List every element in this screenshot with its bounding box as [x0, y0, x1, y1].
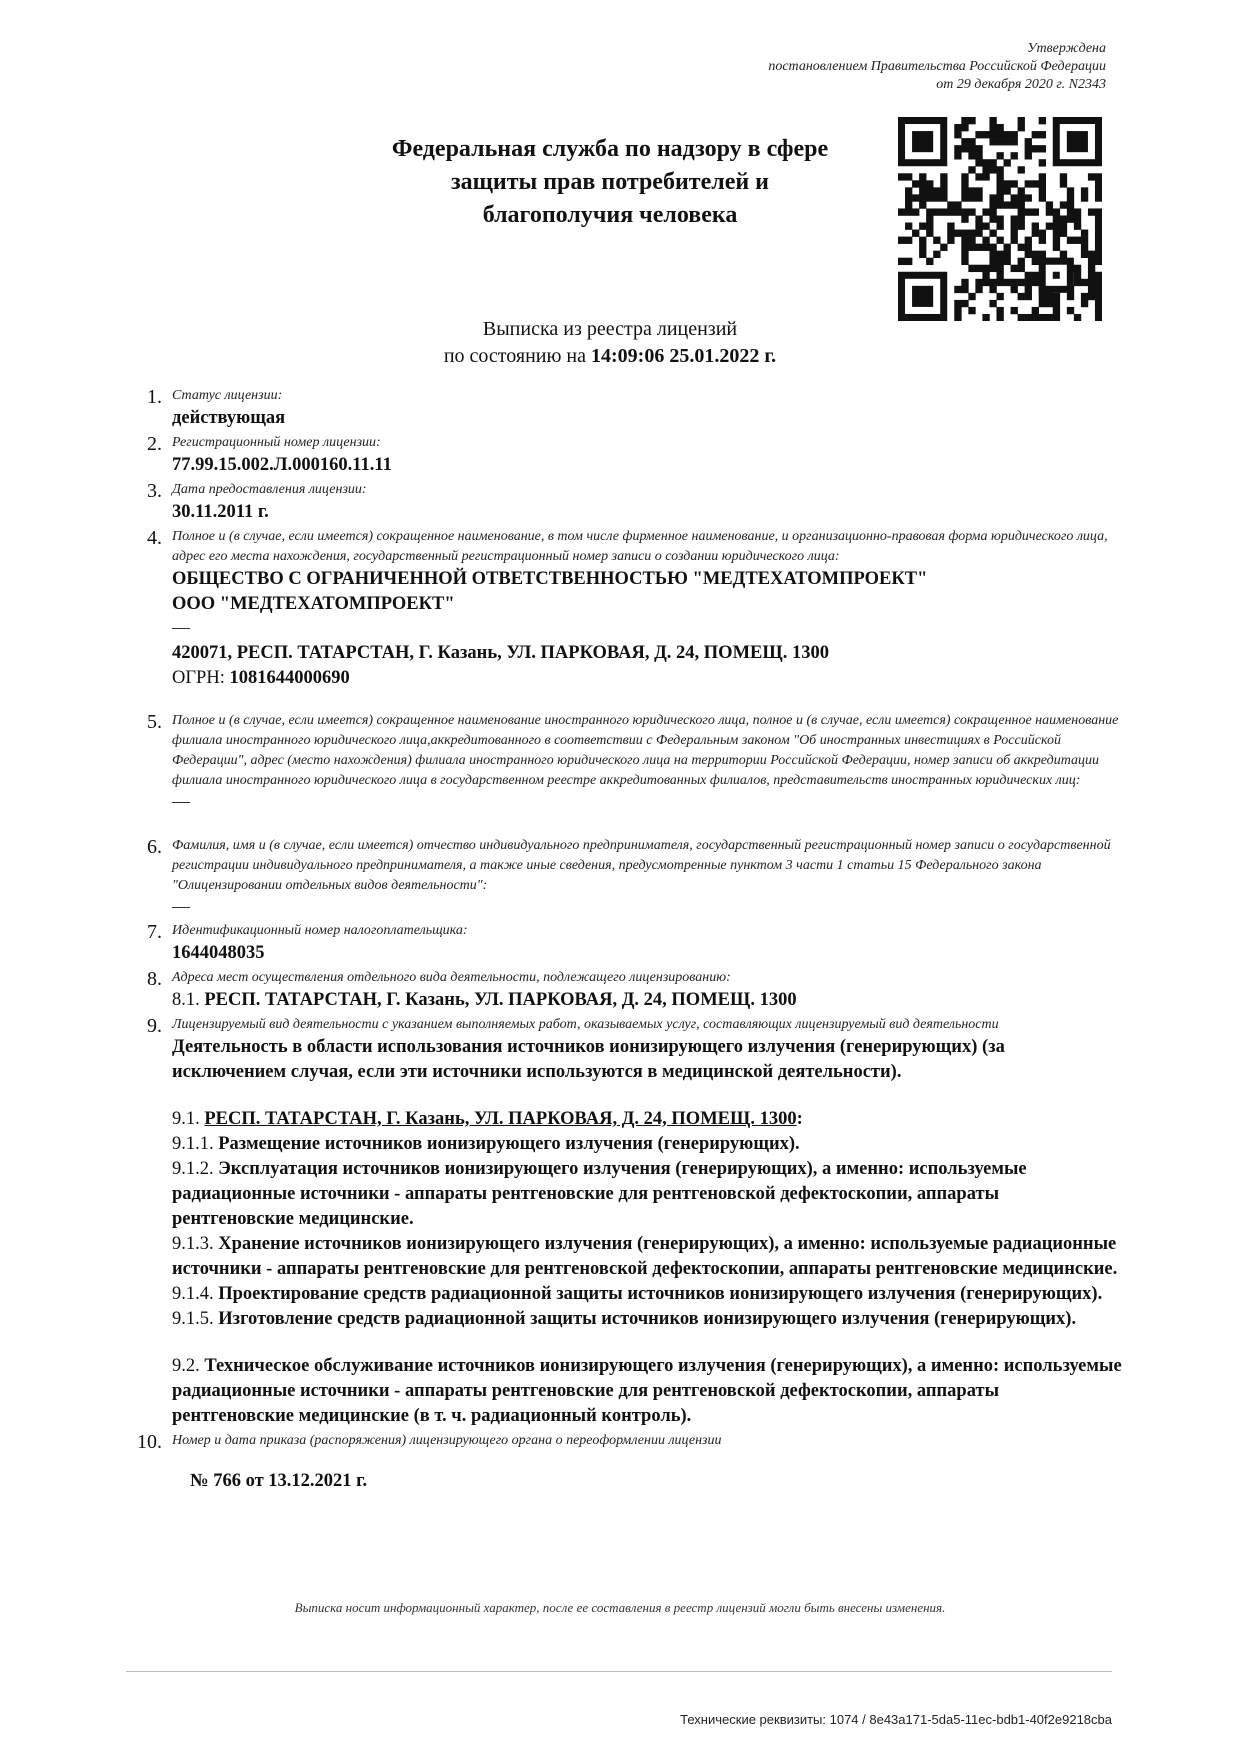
maintenance-text: Техническое обслуживание источников ионизирующего излучения (генерирующих), а именно: используемые радиационные источники - аппараты рентгеновские для рентгеновской дефектоскопии, аппараты рентгеновские медицинские (в т. ч. радиационный контроль).: [172, 1356, 1122, 1426]
item-number: 8.: [147, 968, 162, 990]
item-legal-entity: [122, 527, 1122, 711]
extract-prefix: по состоянию на: [443, 345, 587, 367]
agency-title: Федеральная служба по надзору в сфере защиты прав потребителей и благополучия человека: [391, 136, 829, 228]
work-text: Проектирование средств радиационной защиты источников ионизирующего излучения (генерирующих).: [218, 1284, 1103, 1304]
work-text: Размещение источников ионизирующего излучения (генерирующих).: [218, 1134, 800, 1154]
item-foreign-entity: [122, 711, 1122, 836]
site-number: 9.1.: [172, 1109, 200, 1129]
disclaimer-note: Выписка носит информационный характер, после ее составления в реестр лицензий могли быть внесены изменения.: [294, 1600, 946, 1615]
item-label: Статус лицензии:: [172, 388, 283, 403]
address-number: 8.1.: [172, 990, 200, 1010]
item-reissue-order: [122, 1431, 1122, 1494]
item-label: Идентификационный номер налогоплательщика:: [172, 923, 468, 938]
work-number: 9.1.2.: [172, 1159, 214, 1179]
work-number: 9.1.5.: [172, 1309, 214, 1329]
work-number: 9.1.3.: [172, 1234, 214, 1254]
item-number: 5.: [147, 711, 162, 733]
work-number: 9.1.4.: [172, 1284, 214, 1304]
work-text: Эксплуатация источников ионизирующего излучения (генерирующих), а именно: используемые радиационные источники - аппараты рентгеновские для рентгеновской дефектоскопии, аппараты рентгеновские медицинские.: [172, 1159, 1027, 1229]
footer-divider: [126, 1671, 1112, 1672]
technical-details: Технические реквизиты: 1074 / 8e43a171-5da5-11ec-bdb1-40f2e9218cba: [680, 1712, 1112, 1727]
item-number: 2.: [147, 433, 162, 455]
work-text: Изготовление средств радиационной защиты источников ионизирующего излучения (генерирующих).: [218, 1309, 1077, 1329]
ogrn-value: 1081644000690: [229, 668, 350, 688]
foreign-entity-value: —: [172, 791, 190, 811]
inn-value: 1644048035: [172, 943, 265, 963]
item-label: Полное и (в случае, если имеется) сокращенное наименование иностранного юридического лица, полное и (в случае, если имеется) сокращенное наименование филиала иностранного юридического лица,аккредитованного в соответствии с Федеральным законом "Об иностранных инвестициях в Российской Федерации", адрес (место нахождения) филиала иностранного юридического лица на территории Российской Федерации, номер записи об аккредитации филиала иностранного юридического лица в государственном реестре аккредитованных филиалов, представительств иностранных юридических лиц:: [172, 713, 1119, 788]
item-label: Дата предоставления лицензии:: [172, 482, 367, 497]
activity-description: Деятельность в области использования источников ионизирующего излучения (генерирующих) (за исключением случая, если эти источники используются в медицинской деятельности).: [172, 1037, 1005, 1082]
entity-ogrn-line: [172, 666, 1122, 691]
item-label: Фамилия, имя и (в случае, если имеется) отчество индивидуального предпринимателя, государственный регистрационный номер записи о государственной регистрации индивидуального предпринимателя, а также иные сведения, предусмотренные пунктом 3 части 1 статьи 15 Федерального закона "Олицензировании отдельных видов деятельности":: [172, 838, 1111, 893]
item-issue-date: [122, 480, 1122, 527]
license-status: действующая: [172, 408, 286, 428]
activity-address: [172, 988, 1122, 1013]
entity-full-name: ОБЩЕСТВО С ОГРАНИЧЕННОЙ ОТВЕТСТВЕННОСТЬЮ "МЕДТЕХАТОМПРОЕКТ": [172, 569, 928, 589]
license-reg-number: 77.99.15.002.Л.000160.11.11: [172, 455, 392, 475]
item-number: 9.: [147, 1015, 162, 1037]
extract-heading: [380, 316, 840, 370]
item-label: Полное и (в случае, если имеется) сокращенное наименование, в том числе фирменное наименование, и организационно-правовая форма юридического лица, адрес его места нахождения, государственный регистрационный номер записи о создании юридического лица:: [172, 529, 1108, 564]
item-reg-number: [122, 433, 1122, 480]
item-number: 7.: [147, 921, 162, 943]
work-item: [172, 1157, 1122, 1232]
entrepreneur-value: —: [172, 896, 190, 916]
item-status: [122, 386, 1122, 433]
item-licensed-activity: [122, 1015, 1122, 1429]
work-item: [172, 1232, 1122, 1282]
work-item: [172, 1282, 1122, 1307]
site-colon: :: [796, 1109, 803, 1129]
work-text: Хранение источников ионизирующего излучения (генерирующих), а именно: используемые радиационные источники - аппараты рентгеновские для рентгеновской дефектоскопии, аппараты рентгеновские медицинские.: [172, 1234, 1118, 1279]
item-number: 4.: [147, 527, 162, 549]
qr-code: [898, 117, 1102, 321]
reissue-order-value: № 766 от 13.12.2021 г.: [190, 1471, 368, 1491]
maintenance-item: [172, 1354, 1122, 1429]
work-item: [172, 1307, 1122, 1332]
address-text: РЕСП. ТАТАРСТАН, Г. Казань, УЛ. ПАРКОВАЯ, Д. 24, ПОМЕЩ. 1300: [204, 990, 797, 1010]
approval-line-2: постановлением Правительства Российской Федерации: [768, 59, 1106, 74]
item-number: 3.: [147, 480, 162, 502]
approval-note: [586, 40, 1106, 94]
item-number: 6.: [147, 836, 162, 858]
item-label: Регистрационный номер лицензии:: [172, 435, 381, 450]
approval-line-1: Утверждена: [1027, 41, 1106, 56]
item-label: Лицензируемый вид деятельности с указанием выполняемых работ, оказываемых услуг, составляющих лицензируемый вид деятельности: [172, 1017, 999, 1032]
activity-site: [172, 1107, 1122, 1132]
license-items: [122, 386, 1122, 1494]
approval-line-3: от 29 декабря 2020 г. N2343: [936, 77, 1106, 92]
work-item: [172, 1132, 1122, 1157]
item-label: Адреса мест осуществления отдельного вида деятельности, подлежащего лицензированию:: [172, 970, 731, 985]
license-issue-date: 30.11.2011 г.: [172, 502, 269, 522]
item-activity-addresses: [122, 968, 1122, 1015]
extract-datetime: 14:09:06 25.01.2022 г.: [591, 345, 777, 367]
item-entrepreneur: [122, 836, 1122, 921]
ogrn-label: ОГРН:: [172, 668, 225, 688]
site-address: РЕСП. ТАТАРСТАН, Г. Казань, УЛ. ПАРКОВАЯ, Д. 24, ПОМЕЩ. 1300: [204, 1109, 797, 1129]
item-inn: [122, 921, 1122, 968]
entity-dash: —: [172, 617, 190, 637]
extract-date-line: [380, 343, 840, 370]
extract-title: Выписка из реестра лицензий: [482, 318, 738, 340]
item-number: 10.: [137, 1431, 162, 1453]
work-number: 9.1.1.: [172, 1134, 214, 1154]
maintenance-number: 9.2.: [172, 1356, 200, 1376]
item-number: 1.: [147, 386, 162, 408]
item-label: Номер и дата приказа (распоряжения) лицензирующего органа о переоформлении лицензии: [172, 1433, 722, 1448]
entity-short-name: ООО "МЕДТЕХАТОМПРОЕКТ": [172, 594, 455, 614]
entity-address: 420071, РЕСП. ТАТАРСТАН, Г. Казань, УЛ. ПАРКОВАЯ, Д. 24, ПОМЕЩ. 1300: [172, 643, 829, 663]
